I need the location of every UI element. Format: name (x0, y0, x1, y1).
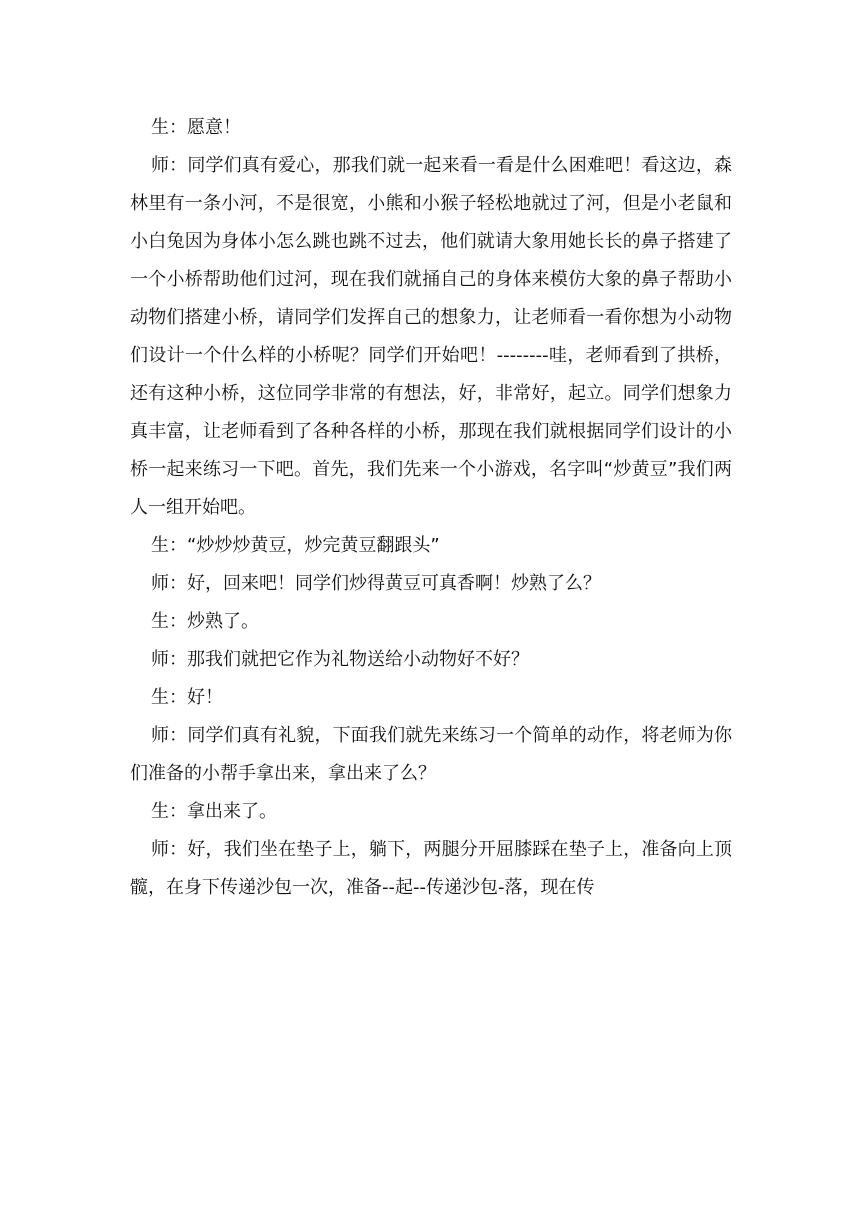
document-body (130, 109, 732, 907)
paragraph-student-1: 生：愿意！ (151, 117, 241, 138)
paragraph-teacher-2: 师：好，回来吧！同学们炒得黄豆可真香啊！炒熟了么？ (151, 573, 601, 594)
paragraph-student-5: 生：拿出来了。 (151, 801, 277, 822)
paragraph-teacher-3: 师：那我们就把它作为礼物送给小动物好不好？ (151, 649, 529, 670)
paragraph-teacher-5: 师：好，我们坐在垫子上，躺下，两腿分开屈膝踩在垫子上，准备向上顶髋，在身下传递沙包一次，准备--起--传递沙包-落，现在传 (130, 839, 732, 898)
paragraph-teacher-1: 师：同学们真有爱心，那我们就一起来看一看是什么困难吧！看这边，森林里有一条小河，不是很宽，小熊和小猴子轻松地就过了河，但是小老鼠和小白兔因为身体小怎么跳也跳不过去，他们就请大象用她长长的鼻子搭建了一个小桥帮助他们过河，现在我们就捅自己的身体来模仿大象的鼻子帮助小动物们搭建小桥，请同学们发挥自己的想象力，让老师看一看你想为小动物们设计一个什么样的小桥呢？同学们开始吧！--------哇，老师看到了拱桥，还有这种小桥，这位同学非常的有想法，好，非常好，起立。同学们想象力真丰富，让老师看到了各种各样的小桥，那现在我们就根据同学们设计的小桥一起来练习一下吧。首先，我们先来一个小游戏，名字叫“炒黄豆”我们两人一组开始吧。 (130, 155, 732, 518)
paragraph-student-3: 生：炒熟了。 (151, 611, 259, 632)
paragraph-student-4: 生：好！ (151, 687, 223, 708)
paragraph-student-2: 生：“炒炒炒黄豆，炒完黄豆翻跟头” (151, 535, 440, 556)
paragraph-teacher-4: 师：同学们真有礼貌，下面我们就先来练习一个简单的动作，将老师为你们准备的小帮手拿出来，拿出来了么？ (130, 725, 732, 784)
